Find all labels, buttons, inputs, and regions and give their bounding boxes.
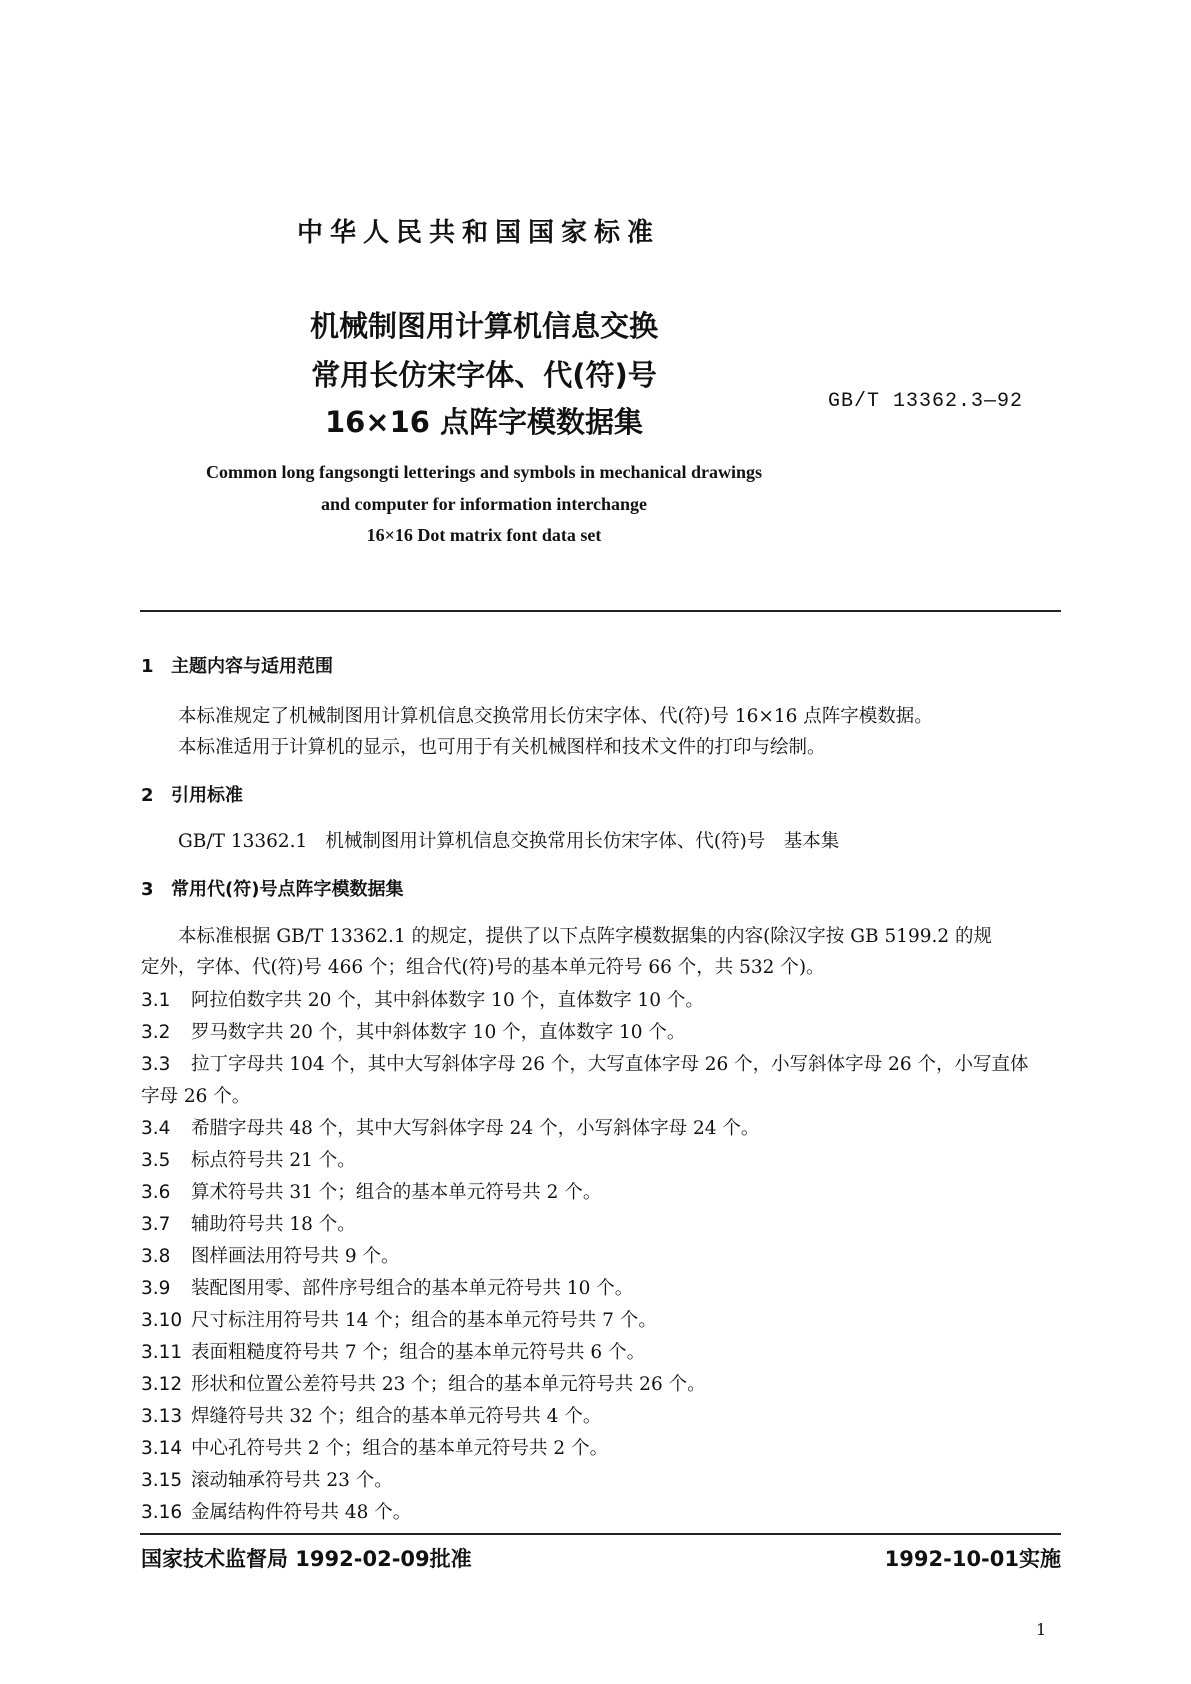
- title-line-2: 常用长仿宋字体、代(符)号: [311, 358, 657, 392]
- section-number: 3: [141, 879, 154, 900]
- item-text: 罗马数字共 20 个，其中斜体数字 10 个，直体数字 10 个。: [191, 1022, 686, 1043]
- english-title-line-1: Common long fangsongti letterings and symbols in mechanical drawings: [205, 462, 763, 482]
- item-text: 滚动轴承符号共 23 个。: [191, 1470, 393, 1491]
- title-line-1: 机械制图用计算机信息交换: [309, 309, 658, 343]
- item-text: 装配图用零、部件序号组合的基本单元符号共 10 个。: [191, 1278, 634, 1299]
- item-number: 3.6: [141, 1182, 171, 1203]
- list-item: [141, 1178, 601, 1204]
- approval-text: 国家技术监督局 1992-02-09批准: [141, 1547, 472, 1571]
- section-title: 主题内容与适用范围: [171, 656, 333, 677]
- section-number: 1: [141, 656, 154, 677]
- item-text: 标点符号共 21 个。: [191, 1150, 356, 1171]
- list-item: [141, 1306, 657, 1332]
- item-text: 希腊字母共 48 个，其中大写斜体字母 24 个，小写斜体字母 24 个。: [191, 1118, 760, 1139]
- item-text: 中心孔符号共 2 个；组合的基本单元符号共 2 个。: [191, 1438, 609, 1459]
- item-number: 3.10: [141, 1310, 183, 1331]
- title-line-3: 16×16 点阵字模数据集: [324, 405, 644, 439]
- item-number: 3.9: [141, 1278, 171, 1299]
- list-item: [141, 1210, 356, 1236]
- item-number: 3.16: [141, 1502, 183, 1523]
- list-item: [141, 1434, 608, 1460]
- list-item: [141, 1050, 1028, 1076]
- list-item: [141, 1146, 356, 1172]
- item-text: 表面粗糙度符号共 7 个；组合的基本单元符号共 6 个。: [191, 1342, 646, 1363]
- item-number: 3.14: [141, 1438, 183, 1459]
- list-item: [141, 986, 704, 1012]
- paragraph: 本标准根据 GB/T 13362.1 的规定，提供了以下点阵字模数据集的内容(除汉字按 GB 5199.2 的规: [178, 926, 993, 947]
- item-text: 辅助符号共 18 个。: [191, 1214, 356, 1235]
- english-title-line-3: 16×16 Dot matrix font data set: [366, 525, 602, 545]
- list-item: [141, 1114, 759, 1140]
- list-item: [141, 1018, 685, 1044]
- section-number: 2: [141, 785, 154, 806]
- standard-code: GB/T 13362.3—92: [828, 390, 1024, 413]
- english-title-line-2: and computer for information interchange: [321, 494, 647, 514]
- item-number: 3.7: [141, 1214, 171, 1235]
- list-item: [141, 1466, 393, 1492]
- section-3-heading: [141, 875, 403, 901]
- reference-code: GB/T 13362.1: [178, 831, 308, 852]
- item-number: 3.4: [141, 1118, 171, 1139]
- item-number: 3.13: [141, 1406, 183, 1427]
- list-item-continuation: 字母 26 个。: [141, 1086, 251, 1107]
- paragraph: 定外，字体、代(符)号 466 个；组合代(符)号的基本单元符号 66 个，共 532 个)。: [141, 957, 825, 978]
- item-text: 焊缝符号共 32 个；组合的基本单元符号共 4 个。: [191, 1406, 602, 1427]
- item-number: 3.5: [141, 1150, 171, 1171]
- item-number: 3.15: [141, 1470, 183, 1491]
- reference-title: 机械制图用计算机信息交换常用长仿宋字体、代(符)号 基本集: [325, 831, 840, 852]
- item-text: 金属结构件符号共 48 个。: [191, 1502, 412, 1523]
- list-item: [141, 1498, 411, 1524]
- item-number: 3.1: [141, 990, 171, 1011]
- item-number: 3.8: [141, 1246, 171, 1267]
- section-1-heading: [141, 652, 333, 678]
- list-item: [141, 1402, 601, 1428]
- header-divider: [140, 610, 1061, 612]
- reference-line: [178, 827, 839, 853]
- paragraph: 本标准规定了机械制图用计算机信息交换常用长仿宋字体、代(符)号 16×16 点阵字模数据。: [178, 706, 933, 727]
- list-item: [141, 1370, 706, 1396]
- item-text: 图样画法用符号共 9 个。: [191, 1246, 400, 1267]
- page-number: 1: [1036, 1620, 1047, 1639]
- section-title: 引用标准: [171, 785, 243, 806]
- section-title: 常用代(符)号点阵字模数据集: [171, 879, 404, 900]
- national-standard-header: 中华人民共和国国家标准: [297, 218, 661, 248]
- item-text: 拉丁字母共 104 个，其中大写斜体字母 26 个，大写直体字母 26 个，小写斜体字母 26 个，小写直体: [191, 1054, 1029, 1075]
- item-text: 尺寸标注用符号共 14 个；组合的基本单元符号共 7 个。: [191, 1310, 657, 1331]
- item-text: 形状和位置公差符号共 23 个；组合的基本单元符号共 26 个。: [191, 1374, 706, 1395]
- item-text: 算术符号共 31 个；组合的基本单元符号共 2 个。: [191, 1182, 602, 1203]
- list-item: [141, 1242, 400, 1268]
- list-item: [141, 1338, 645, 1364]
- item-text: 阿拉伯数字共 20 个，其中斜体数字 10 个，直体数字 10 个。: [191, 990, 704, 1011]
- item-number: 3.11: [141, 1342, 183, 1363]
- footer-divider: [140, 1533, 1061, 1535]
- effective-date: 1992-10-01实施: [884, 1547, 1061, 1571]
- item-number: 3.12: [141, 1374, 183, 1395]
- list-item: [141, 1274, 633, 1300]
- section-2-heading: [141, 781, 243, 807]
- item-number: 3.3: [141, 1054, 171, 1075]
- paragraph: 本标准适用于计算机的显示，也可用于有关机械图样和技术文件的打印与绘制。: [178, 737, 826, 758]
- item-number: 3.2: [141, 1022, 171, 1043]
